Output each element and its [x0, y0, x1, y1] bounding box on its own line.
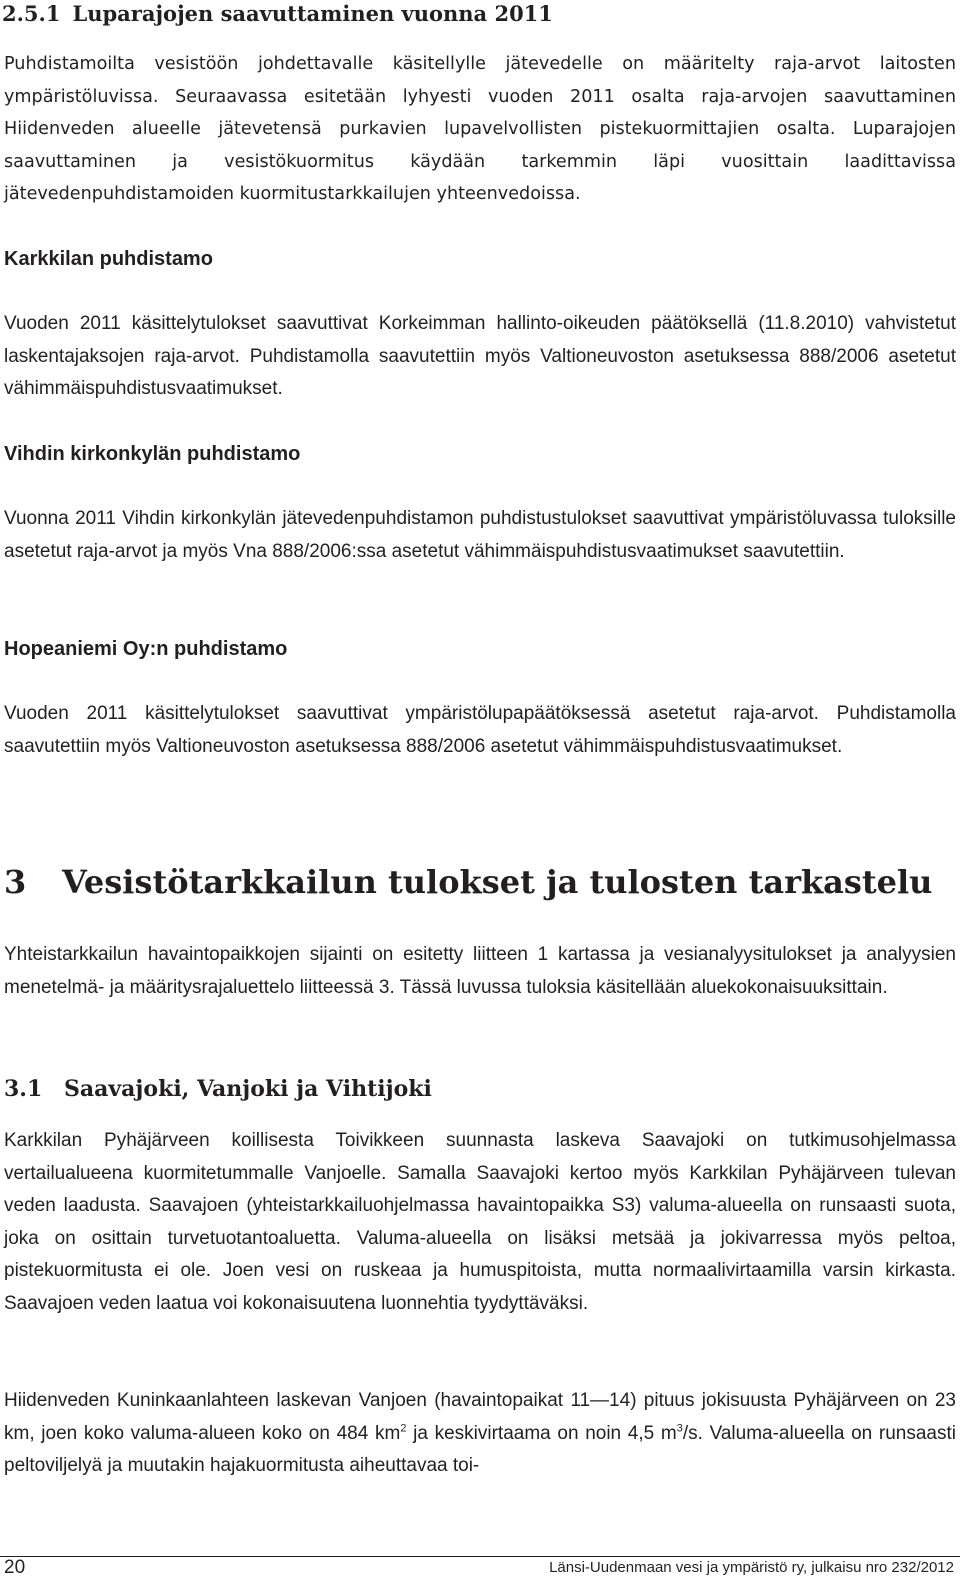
superscript-2: 2 — [400, 1422, 407, 1435]
vihti-heading: Vihdin kirkonkylän puhdistamo — [4, 443, 301, 465]
vanjoki-paragraph — [4, 1385, 956, 1483]
saavajoki-paragraph: Karkkilan Pyhäjärveen koillisesta Toivikkeen suunnasta laskeva Saavajoki on tutkimusohjelmassa vertailualueena kuormitetummalle Vanjoelle. Samalla Saavajoki kertoo myös Karkkilan Pyhäjärveen tulevan veden laadusta. Saavajoen (yhteistarkkailuohjelmassa havaintopaikka S3) valuma-alueella on runsaasti suota, joka on osittain turvetuotantoaluetta. Valuma-alueella on lisäksi metsää ja jokivarressa myös peltoa, pistekuormitusta ei ole. Joen vesi on ruskeaa ja humuspitoista, mutta normaalivirtaamilla varsin kirkasta. Saavajoen veden laatua voi kokonaisuutena luonnehtia tyydyttäväksi. — [4, 1130, 956, 1314]
section-3-heading — [4, 863, 932, 901]
footer-divider — [0, 1556, 960, 1557]
section-number: 3 — [4, 863, 27, 901]
intro-paragraph: Puhdistamoilta vesistöön johdettavalle käsitellylle jätevedelle on määritelty raja-arvot laitosten ympäristöluvissa. Seuraavassa esitetään lyhyesti vuoden 2011 osalta raja-arvojen saavuttaminen Hiidenveden alueelle jätevetensä purkavien lupavelvollisten pistekuormittajien osalta. Luparajojen saavuttaminen ja vesistökuormitus käydään tarkemmin läpi vuosittain laadittavissa jätevedenpuhdistamoiden kuormitustarkkailujen yhteenvedoissa. — [4, 54, 956, 204]
section-title: Saavajoki, Vanjoki ja Vihtijoki — [64, 1076, 432, 1102]
hopeaniemi-paragraph: Vuoden 2011 käsittelytulokset saavuttivat ympäristölupapäätöksessä asetetut raja-arvot. Puhdistamolla saavutettiin myös Valtioneuvoston asetuksessa 888/2006 asetetut vähimmäispuhdistusvaatimukset. — [4, 703, 956, 757]
section-number: 2.5.1 — [2, 1, 61, 26]
hopeaniemi-heading: Hopeaniemi Oy:n puhdistamo — [4, 638, 288, 660]
vanjoki-text-c: /s. Valuma-alueella on runsaasti peltoviljelyä ja muutakin hajakuormitusta aiheuttavaa toi- — [4, 1422, 956, 1476]
vanjoki-text-a: Hiidenveden Kuninkaanlahteen laskevan Vanjoen (havaintopaikat 11—14) pituus jokisuusta Pyhäjärveen on 23 km, joen koko valuma-alueen koko on 484 km — [4, 1390, 956, 1444]
superscript-3: 3 — [676, 1422, 683, 1435]
vanjoki-text-b: ja keskivirtaama on noin 4,5 m — [406, 1422, 677, 1444]
section-number: 3.1 — [4, 1076, 43, 1102]
page-number: 20 — [4, 1557, 26, 1578]
karkkila-paragraph: Vuoden 2011 käsittelytulokset saavuttivat Korkeimman hallinto-oikeuden päätöksellä (11.8.2010) vahvistetut laskentajaksojen raja-arvot. Puhdistamolla saavutettiin myös Valtioneuvoston asetuksessa 888/2006 asetetut vähimmäispuhdistusvaatimukset. — [4, 313, 956, 399]
section-2-5-1-heading — [2, 2, 553, 26]
karkkila-heading: Karkkilan puhdistamo — [4, 248, 213, 270]
vihti-paragraph: Vuonna 2011 Vihdin kirkonkylän jätevedenpuhdistamon puhdistustulokset saavuttivat ympäristöluvassa tuloksille asetetut raja-arvot ja myös Vna 888/2006:ssa asetetut vähimmäispuhdistusvaatimukset saavutettiin. — [4, 508, 956, 562]
section-title: Luparajojen saavuttaminen vuonna 2011 — [72, 1, 553, 26]
publication-info: Länsi-Uudenmaan vesi ja ympäristö ry, julkaisu nro 232/2012 — [549, 1559, 954, 1576]
section-3-paragraph: Yhteistarkkailun havaintopaikkojen sijainti on esitetty liitteen 1 kartassa ja vesianalyysitulokset ja analyysien menetelmä- ja määritysrajaluettelo liitteessä 3. Tässä luvussa tuloksia käsitellään aluekokonaisuuksittain. — [4, 944, 956, 998]
section-title: Vesistötarkkailun tulokset ja tulosten tarkastelu — [62, 863, 933, 901]
section-3-1-heading — [4, 1076, 432, 1102]
